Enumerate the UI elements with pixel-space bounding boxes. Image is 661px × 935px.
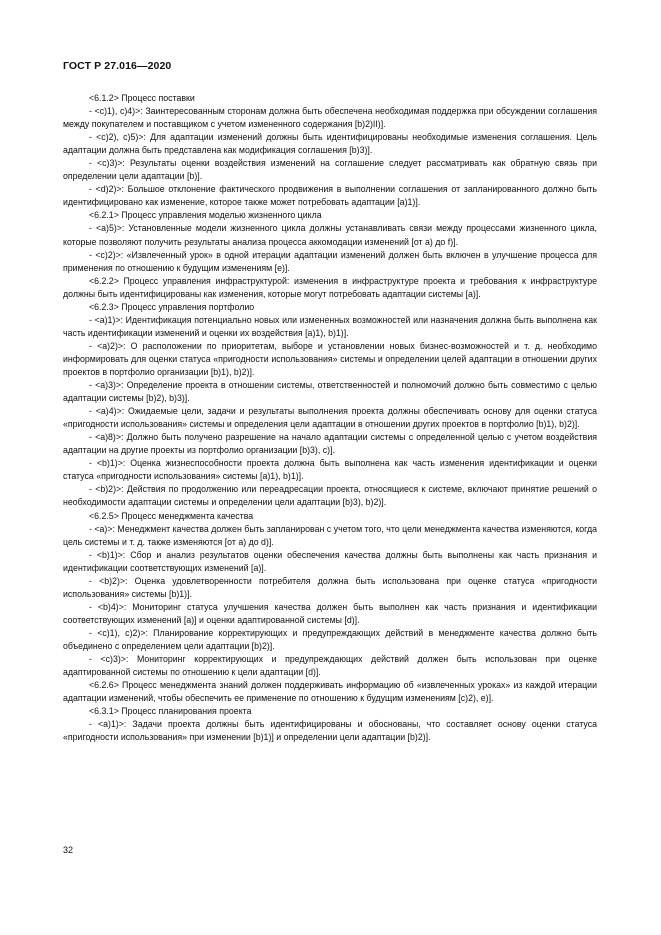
- paragraph: - <b)2)>: Действия по продолжению или переадресации проекта, относящиеся к системе, включают принятие решений о необходимости адаптации системы и определении цели адаптации [b)3), b)2)].: [63, 484, 597, 508]
- document-header: ГОСТ Р 27.016—2020: [63, 60, 172, 72]
- paragraph: - <а)1)>: Задачи проекта должны быть идентифицированы и обоснованы, что составляет основу оценки статуса «пригодности использования» при изменении [b)1)] и определении цели адаптации [b)2)].: [63, 719, 597, 743]
- paragraph: <6.1.2> Процесс поставки: [89, 93, 195, 103]
- page-number: 32: [63, 845, 74, 855]
- paragraph: - <а)8)>: Должно быть получено разрешение на начало адаптации системы с определенной целью с учетом воздействия адаптации на другие проекты из портфолио организации [b)3), с)].: [63, 432, 597, 456]
- document-body: [63, 92, 597, 744]
- paragraph: <6.2.2> Процесс управления инфраструктурой: изменения в инфраструктуре проекта и требования к инфраструктуре должны быть идентифицированы как изменения, которые могут потребовать адаптации системы [а)].: [63, 275, 597, 299]
- paragraph: - <а)4)>: Ожидаемые цели, задачи и результаты выполнения проекта должны обеспечивать основу для оценки статуса «пригодности использования» системы и определения цели адаптации в отношении других проектов в портфолио [b)1), b)2)].: [63, 406, 597, 430]
- paragraph: - <а)2)>: О расположении по приоритетам, выборе и установлении новых бизнес-возможностей и т. д. необходимо информировать для оценки статуса «пригодности использования» системы и определении целей адаптации в отношении других проектов в портфолио организации [b)1), b)2)].: [63, 340, 597, 377]
- paragraph: - <b)4)>: Мониторинг статуса улучшения качества должен быть выполнен как часть признания и идентификации соответствующих изменений [а)] и оценки адаптированной системы [d)].: [63, 601, 597, 625]
- paragraph: - <а)3)>: Определение проекта в отношении системы, ответственностей и полномочий должно быть совместимо с целью адаптации системы [b)2), b)3)].: [63, 380, 597, 404]
- paragraph: - <a)5)>: Установленные модели жизненного цикла должны устанавливать связи между процессами жизненного цикла, которые позволяют получить результаты анализа процесса аккомодации изменений [от а) до f)].: [63, 223, 597, 247]
- paragraph: - <с)1), с)2)>: Планирование корректирующих и предупреждающих действий в менеджменте качества должно быть объединено с определением цели адаптации [b)2)].: [63, 627, 597, 651]
- paragraph: - <b)2)>: Оценка удовлетворенности потребителя должна быть использована при оценке статуса «пригодности использования» системы [b)1)].: [63, 575, 597, 599]
- paragraph: - <b)1)>: Сбор и анализ результатов оценки обеспечения качества должны быть выполнены как часть признания и идентификации соответствующих изменений [а)].: [63, 549, 597, 573]
- paragraph: - <b)1)>: Оценка жизнеспособности проекта должна быть выполнена как часть изменения идентификации и оценки статуса «пригодности использования» системы [а)1), b)1)].: [63, 458, 597, 482]
- paragraph: - <а)>: Менеджмент качества должен быть запланирован с учетом того, что цели менеджмента качества изменяются, когда цель системы и т. д. также изменяются [от а) до d)].: [63, 523, 597, 547]
- paragraph: <6.2.3> Процесс управления портфолио: [89, 301, 255, 312]
- paragraph: - <а)1)>: Идентификация потенциально новых или измененных возможностей или назначения должна быть выполнена как часть идентификации изменений и оценки их воздействия [а)1), b)1)].: [63, 314, 597, 338]
- paragraph: - <с)3)>: Мониторинг корректирующих и предупреждающих действий должен быть использован при оценке адаптированной системы по отношению к цели адаптации [d)].: [63, 654, 597, 678]
- paragraph: - <с)3)>: Результаты оценки воздействия изменений на соглашение следует рассматривать как обратную связь при определении цели адаптации [b)].: [63, 158, 597, 182]
- paragraph: <6.3.1> Процесс планирования проекта: [89, 706, 252, 717]
- paragraph: <6.2.5> Процесс менеджмента качества: [89, 510, 254, 521]
- paragraph: <6.2.1> Процесс управления моделью жизненного цикла: [89, 210, 322, 221]
- paragraph: - <d)2)>: Большое отклонение фактического продвижения в выполнении соглашения от запланированного должно быть идентифицировано как изменение, которое также может потребовать адаптации [а)1)].: [63, 184, 597, 208]
- paragraph: <6.2.6> Процесс менеджмента знаний должен поддерживать информацию об «извлеченных уроках» из каждой итерации адаптации изменений, чтобы обеспечить ее применение по отношению к будущим изменениям [с)2), е)].: [63, 680, 597, 704]
- paragraph: - <с)2), с)5)>: Для адаптации изменений должны быть идентифицированы необходимые изменения соглашения. Цель адаптации должна быть представлена как модификация соглашения [b)3)].: [63, 132, 597, 156]
- paragraph: - <с)1), с)4)>: Заинтересованным сторонам должна быть обеспечена необходимая поддержка при обсуждении соглашения между покупателем и поставщиком с учетом измененного содержания [b)2)II)].: [63, 106, 597, 130]
- paragraph: - <с)2)>: «Извлеченный урок» в одной итерации адаптации изменений должен быть включен в улучшение процесса для применения по отношению к будущим изменениям [е)].: [63, 249, 597, 273]
